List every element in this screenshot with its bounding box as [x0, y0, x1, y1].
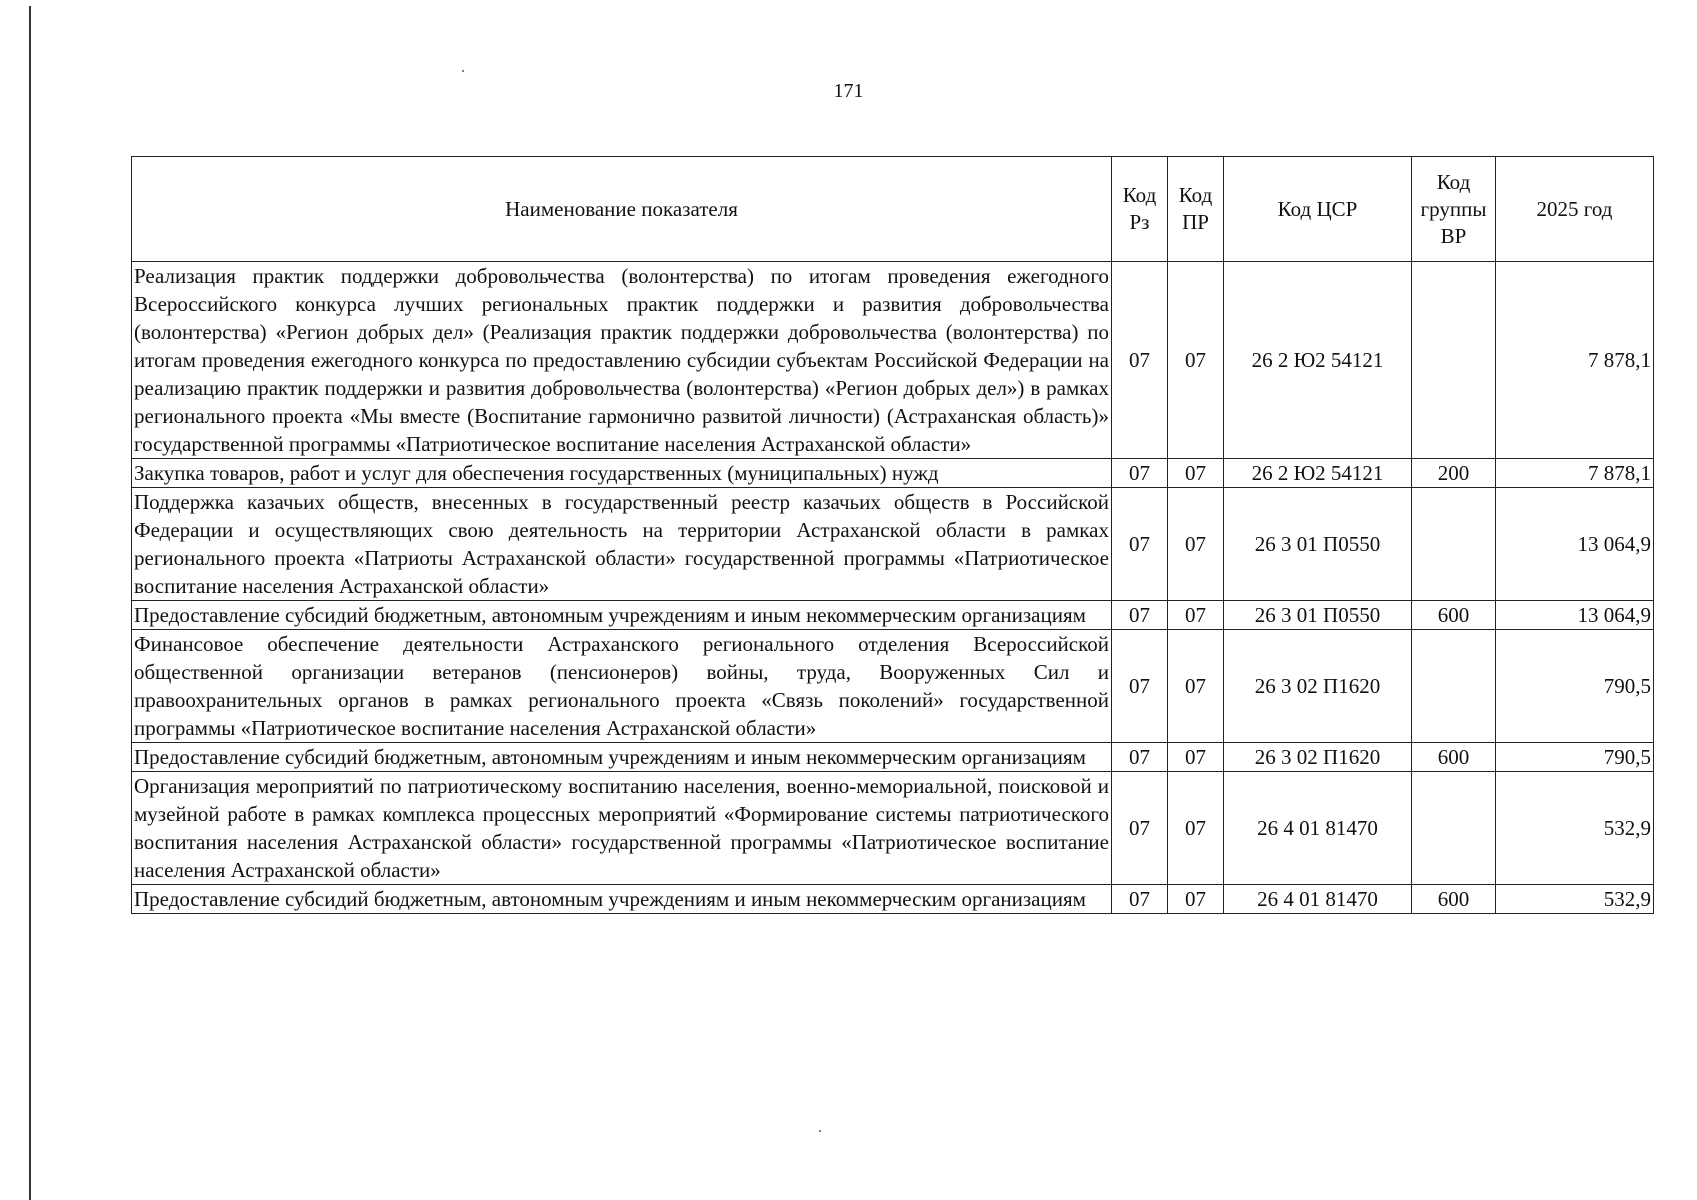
row-indicator-name: Закупка товаров, работ и услуг для обеспечения государственных (муниципальных) нужд: [132, 459, 1112, 488]
row-rz-code: 07: [1112, 262, 1168, 459]
scan-speck: [819, 1130, 821, 1132]
table-row: [132, 262, 1654, 459]
row-amount-2025: 790,5: [1496, 630, 1654, 743]
table-body: [132, 262, 1654, 914]
row-csr-code: 26 3 01 П0550: [1224, 488, 1412, 601]
row-indicator-name: Предоставление субсидий бюджетным, автономным учреждениям и иным некоммерческим организациям: [132, 743, 1112, 772]
row-vr-code: 600: [1412, 885, 1496, 914]
row-vr-code: [1412, 772, 1496, 885]
row-rz-code: 07: [1112, 772, 1168, 885]
row-indicator-name: Реализация практик поддержки добровольчества (волонтерства) по итогам проведения ежегодного Всероссийского конкурса лучших региональных практик поддержки и развития добровольчества (волонтерства) «Регион добрых дел» (Реализация практик поддержки добровольчества (волонтерства) по итогам проведения ежегодного конкурса по предоставлению субсидии субъектам Российской Федерации на реализацию практик поддержки и развития добровольчества (волонтерства) «Регион добрых дел») в рамках регионального проекта «Мы вместе (Воспитание гармонично развитой личности) (Астраханская область)» государственной программы «Патриотическое воспитание населения Астраханской области»: [132, 262, 1112, 459]
row-rz-code: 07: [1112, 885, 1168, 914]
row-csr-code: 26 3 02 П1620: [1224, 630, 1412, 743]
table-row: [132, 743, 1654, 772]
row-rz-code: 07: [1112, 488, 1168, 601]
row-csr-code: 26 2 Ю2 54121: [1224, 459, 1412, 488]
row-pr-code: 07: [1168, 885, 1224, 914]
row-amount-2025: 532,9: [1496, 772, 1654, 885]
row-vr-code: 600: [1412, 601, 1496, 630]
row-pr-code: 07: [1168, 743, 1224, 772]
header-vr-group-code: Код группы ВР: [1412, 157, 1496, 262]
row-csr-code: 26 3 01 П0550: [1224, 601, 1412, 630]
row-vr-code: [1412, 488, 1496, 601]
scan-speck: [462, 70, 464, 72]
row-rz-code: 07: [1112, 743, 1168, 772]
row-vr-code: [1412, 630, 1496, 743]
row-pr-code: 07: [1168, 488, 1224, 601]
row-vr-code: 200: [1412, 459, 1496, 488]
row-rz-code: 07: [1112, 630, 1168, 743]
row-vr-code: 600: [1412, 743, 1496, 772]
binding-edge-line: [29, 6, 31, 1200]
row-amount-2025: 13 064,9: [1496, 488, 1654, 601]
row-amount-2025: 7 878,1: [1496, 262, 1654, 459]
row-indicator-name: Финансовое обеспечение деятельности Астраханского регионального отделения Всероссийской общественной организации ветеранов (пенсионеров) войны, труда, Вооруженных Сил и правоохранительных органов в рамках регионального проекта «Связь поколений» государственной программы «Патриотическое воспитание населения Астраханской области»: [132, 630, 1112, 743]
budget-table: [131, 156, 1654, 914]
header-year-2025: 2025 год: [1496, 157, 1654, 262]
table-row: [132, 630, 1654, 743]
row-indicator-name: Поддержка казачьих обществ, внесенных в государственный реестр казачьих обществ в Российской Федерации и осуществляющих свою деятельность на территории Астраханской области в рамках регионального проекта «Патриоты Астраханской области» государственной программы «Патриотическое воспитание населения Астраханской области»: [132, 488, 1112, 601]
page-number: 171: [833, 80, 864, 102]
header-csr-code: Код ЦСР: [1224, 157, 1412, 262]
header-rz-code: Код Рз: [1112, 157, 1168, 262]
table-header-row: [132, 157, 1654, 262]
row-indicator-name: Предоставление субсидий бюджетным, автономным учреждениям и иным некоммерческим организациям: [132, 601, 1112, 630]
row-csr-code: 26 3 02 П1620: [1224, 743, 1412, 772]
row-rz-code: 07: [1112, 459, 1168, 488]
row-csr-code: 26 4 01 81470: [1224, 772, 1412, 885]
row-pr-code: 07: [1168, 630, 1224, 743]
row-pr-code: 07: [1168, 772, 1224, 885]
row-amount-2025: 532,9: [1496, 885, 1654, 914]
table-row: [132, 601, 1654, 630]
row-indicator-name: Предоставление субсидий бюджетным, автономным учреждениям и иным некоммерческим организациям: [132, 885, 1112, 914]
row-indicator-name: Организация мероприятий по патриотическому воспитанию населения, военно-мемориальной, поисковой и музейной работе в рамках комплекса процессных мероприятий «Формирование системы патриотического воспитания населения Астраханской области» государственной программы «Патриотическое воспитание населения Астраханской области»: [132, 772, 1112, 885]
row-pr-code: 07: [1168, 601, 1224, 630]
table-row: [132, 459, 1654, 488]
row-pr-code: 07: [1168, 459, 1224, 488]
table-row: [132, 488, 1654, 601]
row-pr-code: 07: [1168, 262, 1224, 459]
header-pr-code: Код ПР: [1168, 157, 1224, 262]
row-rz-code: 07: [1112, 601, 1168, 630]
table-row: [132, 885, 1654, 914]
row-csr-code: 26 4 01 81470: [1224, 885, 1412, 914]
row-vr-code: [1412, 262, 1496, 459]
row-amount-2025: 790,5: [1496, 743, 1654, 772]
row-csr-code: 26 2 Ю2 54121: [1224, 262, 1412, 459]
header-indicator-name: Наименование показателя: [132, 157, 1112, 262]
row-amount-2025: 13 064,9: [1496, 601, 1654, 630]
table-row: [132, 772, 1654, 885]
row-amount-2025: 7 878,1: [1496, 459, 1654, 488]
